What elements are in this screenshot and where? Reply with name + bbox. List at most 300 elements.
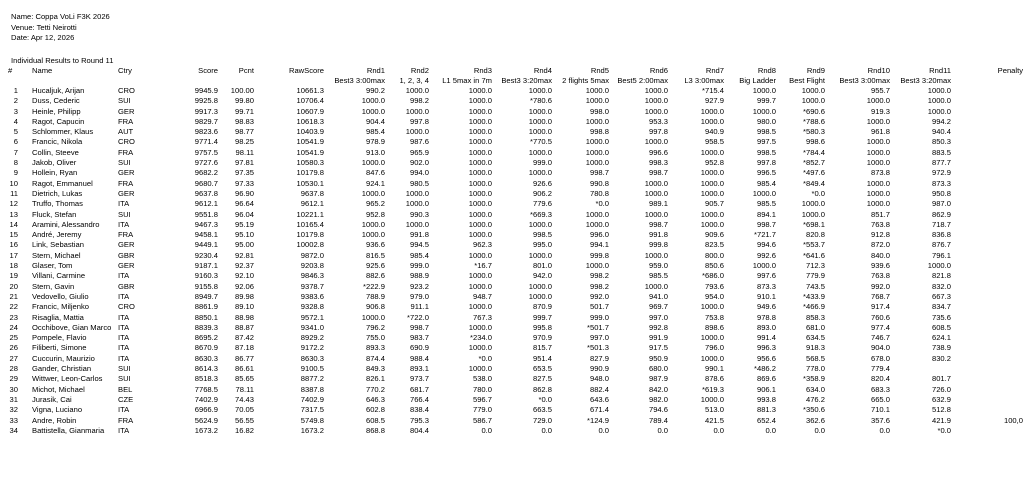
table-cell: 683.3: [870, 384, 890, 394]
table-row: [8, 333, 1023, 343]
table-cell: 767.3: [472, 312, 492, 322]
table-cell: 710.1: [870, 405, 890, 415]
table-cell: 95.00: [234, 240, 254, 250]
table-cell: 980.5: [409, 178, 429, 188]
table-row: [8, 240, 1023, 250]
table-cell: [951, 158, 1023, 168]
table-cell: 9458.1: [194, 230, 218, 240]
table-cell: 86.61: [234, 364, 254, 374]
table-cell: Schlommer, Klaus: [32, 127, 94, 137]
table-cell: 74.43: [234, 394, 254, 404]
table-cell: 842.0: [648, 384, 668, 394]
table-cell: 948.0: [589, 374, 609, 384]
table-cell: 1000.0: [468, 168, 492, 178]
table-cell: 2: [13, 96, 18, 106]
table-cell: 97.35: [234, 168, 254, 178]
table-cell: 9378.7: [300, 281, 324, 291]
table-cell: Villani, Carmine: [32, 271, 86, 281]
table-cell: 1000.0: [752, 188, 776, 198]
table-cell: [951, 343, 1023, 353]
table-cell: 634.5: [805, 333, 825, 343]
table-cell: 763.8: [870, 271, 890, 281]
table-cell: 992.6: [756, 250, 776, 260]
col-rnd9-task: Best Flight: [789, 76, 825, 85]
table-cell: 873.3: [931, 178, 951, 188]
table-cell: 1000.0: [752, 261, 776, 271]
table-cell: 821.8: [931, 271, 951, 281]
table-cell: 939.6: [870, 261, 890, 271]
col-rnd7-task: L3 3:00max: [684, 76, 724, 85]
table-cell: 1000.0: [752, 86, 776, 95]
table-cell: 881.3: [756, 405, 776, 415]
table-cell: [951, 313, 1023, 323]
table-cell: 1000.0: [468, 106, 492, 116]
table-cell: *553.7: [803, 240, 825, 250]
table-cell: 0.0: [713, 425, 724, 435]
table-cell: 1000.0: [468, 343, 492, 353]
table-cell: 925.6: [365, 261, 385, 271]
table-cell: 1000.0: [528, 250, 552, 260]
table-cell: 987.9: [648, 374, 668, 384]
table-cell: 998.6: [805, 137, 825, 147]
table-cell: 98.83: [234, 116, 254, 126]
event-name: Name: Coppa VoLi F3K 2026: [11, 12, 110, 21]
table-cell: 70.05: [234, 405, 254, 415]
table-cell: 826.1: [365, 374, 385, 384]
table-cell: 738.9: [931, 343, 951, 353]
table-cell: 1000.0: [866, 199, 890, 209]
table-row: [8, 107, 1023, 117]
table-cell: Michot, Michael: [32, 384, 85, 394]
table-cell: [951, 148, 1023, 158]
col-rnd8-header: Rnd8: [757, 66, 776, 75]
table-cell: [951, 323, 1023, 333]
table-cell: 680.0: [648, 364, 668, 374]
table-cell: 5749.8: [300, 415, 324, 425]
table-row: [8, 416, 1023, 426]
table-cell: 681.0: [805, 322, 825, 332]
table-cell: 712.3: [805, 261, 825, 271]
table-cell: 1000.0: [468, 322, 492, 332]
table-cell: [951, 137, 1023, 147]
table-cell: 905.7: [704, 199, 724, 209]
table-cell: 100.00: [230, 86, 254, 95]
table-cell: 653.5: [532, 364, 552, 374]
table-cell: Heinle, Philipp: [32, 106, 81, 116]
table-cell: 14: [9, 219, 18, 229]
table-cell: 1000.0: [405, 86, 429, 95]
table-cell: 873.3: [756, 281, 776, 291]
col-rnd1-task: Best3 3:00max: [334, 76, 385, 85]
table-cell: Stern, Michael: [32, 250, 81, 260]
table-cell: 31: [9, 394, 18, 404]
table-cell: 18: [9, 261, 18, 271]
table-cell: 632.9: [931, 394, 951, 404]
table-cell: 16.82: [234, 425, 254, 435]
table-cell: 1000.0: [468, 281, 492, 291]
table-cell: 951.4: [532, 353, 552, 363]
table-cell: 996.5: [756, 168, 776, 178]
table-cell: 17: [9, 250, 18, 260]
table-cell: 985.4: [365, 127, 385, 137]
table-cell: 1000.0: [468, 178, 492, 188]
table-cell: Vigna, Luciano: [32, 405, 83, 415]
table-cell: 985.5: [648, 271, 668, 281]
table-cell: GER: [118, 188, 135, 198]
table-cell: 904.0: [870, 343, 890, 353]
table-row: [8, 96, 1023, 106]
table-cell: 898.6: [704, 322, 724, 332]
table-cell: 743.5: [805, 281, 825, 291]
table-cell: 1000.0: [468, 199, 492, 209]
table-cell: 994.1: [589, 240, 609, 250]
table-cell: 906.1: [756, 384, 776, 394]
results-body: [8, 86, 1023, 436]
table-cell: 1000.0: [405, 219, 429, 229]
table-cell: 735.6: [931, 312, 951, 322]
table-cell: 954.0: [704, 291, 724, 301]
table-cell: 362.6: [805, 415, 825, 425]
table-cell: 997.0: [589, 333, 609, 343]
table-cell: *641.6: [803, 250, 825, 260]
table-cell: 78.11: [235, 384, 254, 394]
table-cell: 878.6: [704, 374, 724, 384]
table-cell: FRA: [118, 230, 134, 240]
table-cell: 7402.9: [300, 394, 324, 404]
table-cell: [951, 86, 1023, 96]
table-cell: 1000.0: [528, 291, 552, 301]
task-header-row: [8, 76, 1023, 86]
table-cell: 768.7: [870, 291, 890, 301]
table-row: [8, 426, 1023, 436]
table-cell: *466.9: [803, 302, 825, 312]
table-cell: 9925.8: [194, 96, 218, 106]
table-cell: 1000.0: [468, 116, 492, 126]
table-cell: 998.5: [532, 230, 552, 240]
table-cell: 911.1: [410, 302, 429, 312]
table-row: [8, 354, 1023, 364]
table-cell: 949.6: [756, 302, 776, 312]
table-cell: 973.7: [409, 374, 429, 384]
table-cell: Jakob, Oliver: [32, 158, 77, 168]
table-cell: 987.6: [409, 137, 429, 147]
table-cell: 98.25: [234, 137, 254, 147]
table-cell: 789.4: [648, 415, 668, 425]
table-cell: 9449.1: [194, 240, 218, 250]
table-cell: 30: [9, 384, 18, 394]
table-cell: 98.77: [234, 127, 254, 137]
table-cell: 10403.9: [296, 127, 324, 137]
table-cell: 27: [9, 353, 18, 363]
table-cell: 10002.8: [296, 240, 324, 250]
table-cell: 999.7: [532, 312, 552, 322]
table-cell: 1000.0: [585, 86, 609, 95]
table-cell: 0.0: [657, 425, 668, 435]
table-cell: 801.7: [931, 374, 951, 384]
table-cell: 1000.0: [361, 96, 385, 106]
table-cell: ITA: [118, 312, 130, 322]
table-cell: *0.0: [937, 425, 951, 435]
table-cell: 996.0: [589, 230, 609, 240]
table-row: [8, 137, 1023, 147]
table-cell: 1000.0: [468, 364, 492, 374]
table-cell: ITA: [118, 219, 130, 229]
results-table: [8, 66, 1023, 436]
table-cell: [951, 354, 1023, 364]
table-row: [8, 364, 1023, 374]
table-cell: 624.1: [931, 333, 951, 343]
table-cell: 1000.0: [528, 127, 552, 137]
table-cell: 972.9: [931, 168, 951, 178]
table-cell: 12: [9, 199, 18, 209]
table-cell: 0.0: [481, 425, 492, 435]
table-cell: 8630.3: [194, 353, 218, 363]
table-cell: 86.77: [234, 353, 254, 363]
table-cell: 1000.0: [700, 188, 724, 198]
table-cell: *686.0: [702, 271, 724, 281]
table-cell: 10221.1: [296, 209, 324, 219]
table-cell: FRA: [118, 178, 134, 188]
table-cell: 1000.0: [361, 219, 385, 229]
table-cell: 9172.2: [300, 343, 324, 353]
table-cell: 7768.5: [194, 384, 218, 394]
table-cell: 9757.5: [194, 147, 218, 157]
table-cell: CZE: [118, 394, 134, 404]
table-cell: 906.8: [365, 302, 385, 312]
table-cell: 988.9: [409, 271, 429, 281]
table-cell: 87.18: [234, 343, 254, 353]
table-cell: 950.8: [931, 188, 951, 198]
table-cell: 948.7: [472, 291, 492, 301]
table-cell: 1000.0: [866, 116, 890, 126]
table-cell: 956.6: [756, 353, 776, 363]
table-cell: 10607.9: [296, 106, 324, 116]
table-cell: ITA: [118, 333, 130, 343]
table-row: [8, 86, 1023, 96]
table-cell: 6: [13, 137, 18, 147]
table-cell: 996.3: [756, 343, 776, 353]
col-rnd7-header: Rnd7: [705, 66, 724, 75]
table-cell: GER: [118, 106, 135, 116]
table-cell: 999.0: [532, 158, 552, 168]
table-cell: 1000.0: [361, 188, 385, 198]
table-cell: 1000.0: [700, 209, 724, 219]
table-cell: [951, 220, 1023, 230]
table-cell: 992.0: [589, 291, 609, 301]
table-cell: 823.5: [704, 240, 724, 250]
table-cell: 834.7: [931, 302, 951, 312]
table-cell: [951, 251, 1023, 261]
table-cell: 919.3: [870, 106, 890, 116]
table-cell: 1000.0: [927, 261, 951, 271]
table-cell: 1000.0: [700, 394, 724, 404]
table-cell: 998.8: [589, 127, 609, 137]
table-cell: *619.3: [702, 384, 724, 394]
table-cell: 652.4: [756, 415, 776, 425]
col-penalty-header: Penalty: [997, 66, 1023, 75]
table-cell: 940.4: [931, 127, 951, 137]
table-cell: 602.8: [365, 405, 385, 415]
table-cell: ITA: [118, 322, 130, 332]
table-cell: 729.0: [532, 415, 552, 425]
table-cell: [951, 271, 1023, 281]
table-cell: CRO: [118, 302, 135, 312]
col-score-header: Score: [198, 66, 218, 75]
col-rnd3-header: Rnd3: [473, 66, 492, 75]
table-cell: 909.6: [704, 230, 724, 240]
table-cell: CRO: [118, 86, 135, 95]
table-cell: 1000.0: [644, 178, 668, 188]
table-cell: Cuccurin, Maurizio: [32, 353, 95, 363]
table-cell: 16: [9, 240, 18, 250]
table-cell: 8839.3: [194, 322, 218, 332]
table-row: [8, 210, 1023, 220]
table-cell: 894.1: [756, 209, 776, 219]
table-cell: 989.1: [648, 199, 668, 209]
table-cell: 876.7: [931, 240, 951, 250]
table-row: [8, 405, 1023, 415]
table-cell: 985.4: [756, 178, 776, 188]
table-cell: [951, 385, 1023, 395]
table-cell: 7317.5: [300, 405, 324, 415]
table-cell: 780.8: [589, 188, 609, 198]
table-cell: 883.5: [931, 147, 951, 157]
table-cell: Occhibove, Gian Marco: [32, 322, 112, 332]
table-cell: 22: [9, 302, 18, 312]
table-cell: 1000.0: [700, 353, 724, 363]
table-cell: 998.7: [756, 219, 776, 229]
table-cell: 513.0: [704, 405, 724, 415]
table-cell: Aramini, Alessandro: [32, 219, 100, 229]
table-cell: *852.7: [803, 158, 825, 168]
table-row: [8, 302, 1023, 312]
table-cell: GBR: [118, 250, 135, 260]
table-cell: 1673.2: [194, 425, 218, 435]
table-cell: 1000.0: [585, 137, 609, 147]
table-cell: 952.8: [704, 158, 724, 168]
table-row: [8, 374, 1023, 384]
table-cell: 10541.9: [296, 147, 324, 157]
table-cell: 961.8: [870, 127, 890, 137]
table-cell: [951, 426, 1023, 436]
table-cell: 0.0: [541, 425, 552, 435]
table-cell: 1000.0: [528, 219, 552, 229]
col-rnd4-task: Best3 3:20max: [501, 76, 552, 85]
table-cell: 538.0: [472, 374, 492, 384]
table-cell: 421.9: [931, 415, 951, 425]
table-cell: *0.0: [595, 199, 609, 209]
table-cell: 978.8: [756, 312, 776, 322]
table-cell: 34: [9, 425, 18, 435]
table-cell: [951, 240, 1023, 250]
table-cell: 19: [9, 271, 18, 281]
table-cell: 1: [13, 86, 18, 95]
table-cell: 926.6: [532, 178, 552, 188]
table-cell: Hucaljuk, Arijan: [32, 86, 85, 95]
table-cell: 9155.8: [194, 281, 218, 291]
table-cell: 9383.6: [300, 291, 324, 301]
table-cell: 85.65: [234, 374, 254, 384]
table-row: [8, 323, 1023, 333]
table-cell: 8929.2: [300, 333, 324, 343]
table-cell: 796.2: [365, 322, 385, 332]
table-cell: 998.7: [409, 322, 429, 332]
col-rnd6-header: Rnd6: [649, 66, 668, 75]
table-cell: 9680.7: [194, 178, 218, 188]
table-row: [8, 282, 1023, 292]
table-cell: 9341.0: [300, 322, 324, 332]
table-cell: SUI: [118, 96, 131, 106]
event-date: Date: Apr 12, 2026: [11, 33, 75, 42]
table-cell: GER: [118, 168, 135, 178]
table-cell: 1000.0: [700, 168, 724, 178]
table-cell: SUI: [118, 209, 131, 219]
table-row: [8, 199, 1023, 209]
table-cell: 96.90: [234, 188, 254, 198]
table-row: [8, 168, 1023, 178]
table-cell: 838.4: [409, 405, 429, 415]
table-cell: ITA: [118, 291, 130, 301]
table-cell: 969.7: [648, 302, 668, 312]
table-cell: 779.9: [805, 271, 825, 281]
table-cell: 760.6: [870, 312, 890, 322]
table-cell: 980.0: [756, 116, 776, 126]
col-rnd11-task: Best3 3:20max: [900, 76, 951, 85]
table-cell: [951, 405, 1023, 415]
table-cell: 820.8: [805, 230, 825, 240]
table-cell: 870.9: [532, 302, 552, 312]
table-cell: 950.9: [648, 353, 668, 363]
table-cell: 998.5: [756, 147, 776, 157]
table-cell: GER: [118, 261, 135, 271]
table-cell: 87.42: [234, 333, 254, 343]
table-cell: 983.7: [409, 333, 429, 343]
table-cell: 9771.4: [194, 137, 218, 147]
table-cell: GER: [118, 240, 135, 250]
table-cell: 1000.0: [405, 127, 429, 137]
table-cell: 847.6: [365, 168, 385, 178]
table-cell: 89.10: [234, 302, 254, 312]
table-cell: 0.0: [598, 425, 609, 435]
table-cell: 793.6: [704, 281, 724, 291]
table-cell: 995.0: [532, 240, 552, 250]
table-cell: 568.5: [805, 353, 825, 363]
table-row: [8, 158, 1023, 168]
table-cell: ITA: [118, 271, 130, 281]
table-cell: 1000.0: [468, 147, 492, 157]
table-cell: Stern, Gavin: [32, 281, 75, 291]
table-cell: 608.5: [365, 415, 385, 425]
table-cell: André, Jeremy: [32, 230, 82, 240]
table-cell: Glaser, Tom: [32, 261, 73, 271]
table-cell: Collin, Steeve: [32, 147, 79, 157]
table-cell: 10580.3: [296, 158, 324, 168]
table-cell: [951, 333, 1023, 343]
table-cell: 998.7: [648, 219, 668, 229]
table-cell: 893.1: [409, 364, 429, 374]
table-cell: 997.8: [648, 127, 668, 137]
table-cell: 917.5: [648, 343, 668, 353]
table-cell: 999.8: [648, 240, 668, 250]
table-cell: 9551.8: [194, 209, 218, 219]
table-cell: 1000.0: [585, 96, 609, 106]
table-cell: 770.2: [365, 384, 385, 394]
table-cell: 763.8: [870, 219, 890, 229]
table-cell: [951, 292, 1023, 302]
table-cell: 98.11: [235, 147, 254, 157]
table-cell: 746.7: [870, 333, 890, 343]
table-cell: [951, 395, 1023, 405]
